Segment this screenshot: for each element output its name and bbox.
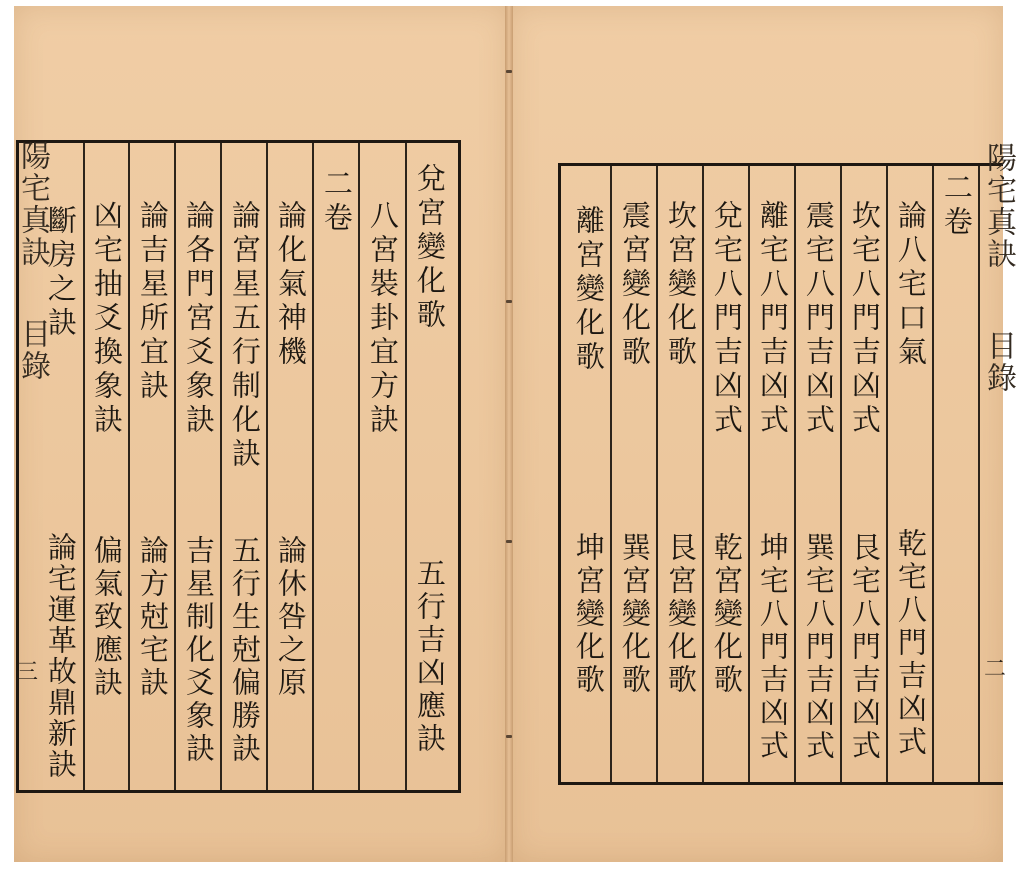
right-folio-number: 二 xyxy=(984,657,1007,682)
right-entry-5-top: 離宅八門吉凶式 xyxy=(755,200,790,438)
right-entry-4-top: 震宅八門吉凶式 xyxy=(801,200,836,438)
column-rule xyxy=(610,166,612,782)
left-margin-section: 目錄 xyxy=(15,318,50,382)
column-rule xyxy=(358,143,360,790)
left-margin-title: 陽宅真訣 xyxy=(15,140,50,268)
column-rule xyxy=(128,143,130,790)
left-entry-4-top: 論化氣神機 xyxy=(273,200,308,370)
right-margin-section: 目錄 xyxy=(981,330,1016,394)
right-entry-9-bottom: 坤宮變化歌 xyxy=(571,532,606,697)
left-entry-6-bottom: 吉星制化爻象訣 xyxy=(181,535,216,766)
column-rule xyxy=(932,166,934,782)
left-entry-5-top: 論宮星五行制化訣 xyxy=(227,200,262,472)
left-folio-number: 三 xyxy=(16,660,39,685)
left-entry-3-top: 二卷 xyxy=(319,168,354,236)
right-entry-5-bottom: 坤宅八門吉凶式 xyxy=(755,532,790,763)
right-entry-6-top: 兌宅八門吉凶式 xyxy=(709,200,744,438)
binding-stitch xyxy=(506,540,512,543)
column-rule xyxy=(886,166,888,782)
binding-stitch xyxy=(506,735,512,738)
right-entry-2-top: 論八宅口氣 xyxy=(893,200,928,370)
right-entry-3-bottom: 艮宅八門吉凶式 xyxy=(847,532,882,763)
left-entry-6-top: 論各門宮爻象訣 xyxy=(181,200,216,438)
right-entry-2-bottom: 乾宅八門吉凶式 xyxy=(893,528,928,759)
right-entry-7-bottom: 艮宮變化歌 xyxy=(663,532,698,697)
book-spine xyxy=(505,6,513,862)
column-rule xyxy=(794,166,796,782)
left-entry-4-bottom: 論休咎之原 xyxy=(273,535,308,700)
right-entry-1-top: 二卷 xyxy=(939,172,974,240)
column-rule xyxy=(174,143,176,790)
right-entry-6-bottom: 乾宮變化歌 xyxy=(709,532,744,697)
right-margin-title: 陽宅真訣 xyxy=(981,142,1016,270)
right-entry-8-top: 震宮變化歌 xyxy=(617,200,652,370)
binding-stitch xyxy=(506,70,512,73)
column-rule xyxy=(312,143,314,790)
column-rule xyxy=(220,143,222,790)
right-entry-7-top: 坎宮變化歌 xyxy=(663,200,698,370)
column-rule xyxy=(266,143,268,790)
left-entry-8-top: 凶宅抽爻換象訣 xyxy=(89,200,124,438)
column-rule xyxy=(83,143,85,790)
left-entry-2-top: 八宮裝卦宜方訣 xyxy=(365,200,400,438)
left-entry-1-bottom: 五行吉凶應訣 xyxy=(412,558,447,756)
right-entry-3-top: 坎宅八門吉凶式 xyxy=(847,200,882,438)
column-rule xyxy=(840,166,842,782)
right-entry-8-bottom: 巽宮變化歌 xyxy=(617,532,652,697)
left-entry-9-top: 斷房之訣 xyxy=(43,205,78,341)
column-rule xyxy=(656,166,658,782)
right-entry-4-bottom: 巽宅八門吉凶式 xyxy=(801,532,836,763)
left-entry-1-top: 兌宮變化歌 xyxy=(412,163,447,333)
left-entry-5-bottom: 五行生尅偏勝訣 xyxy=(227,535,262,766)
column-rule xyxy=(748,166,750,782)
column-rule xyxy=(405,143,407,790)
column-rule xyxy=(702,166,704,782)
left-entry-9-bottom: 論宅運革故鼎新訣 xyxy=(43,532,78,780)
left-entry-8-bottom: 偏氣致應訣 xyxy=(89,535,124,700)
binding-stitch xyxy=(506,300,512,303)
left-entry-7-top: 論吉星所宜訣 xyxy=(135,200,170,404)
right-entry-9-top: 離宮變化歌 xyxy=(571,205,606,375)
left-entry-7-bottom: 論方尅宅訣 xyxy=(135,535,170,700)
